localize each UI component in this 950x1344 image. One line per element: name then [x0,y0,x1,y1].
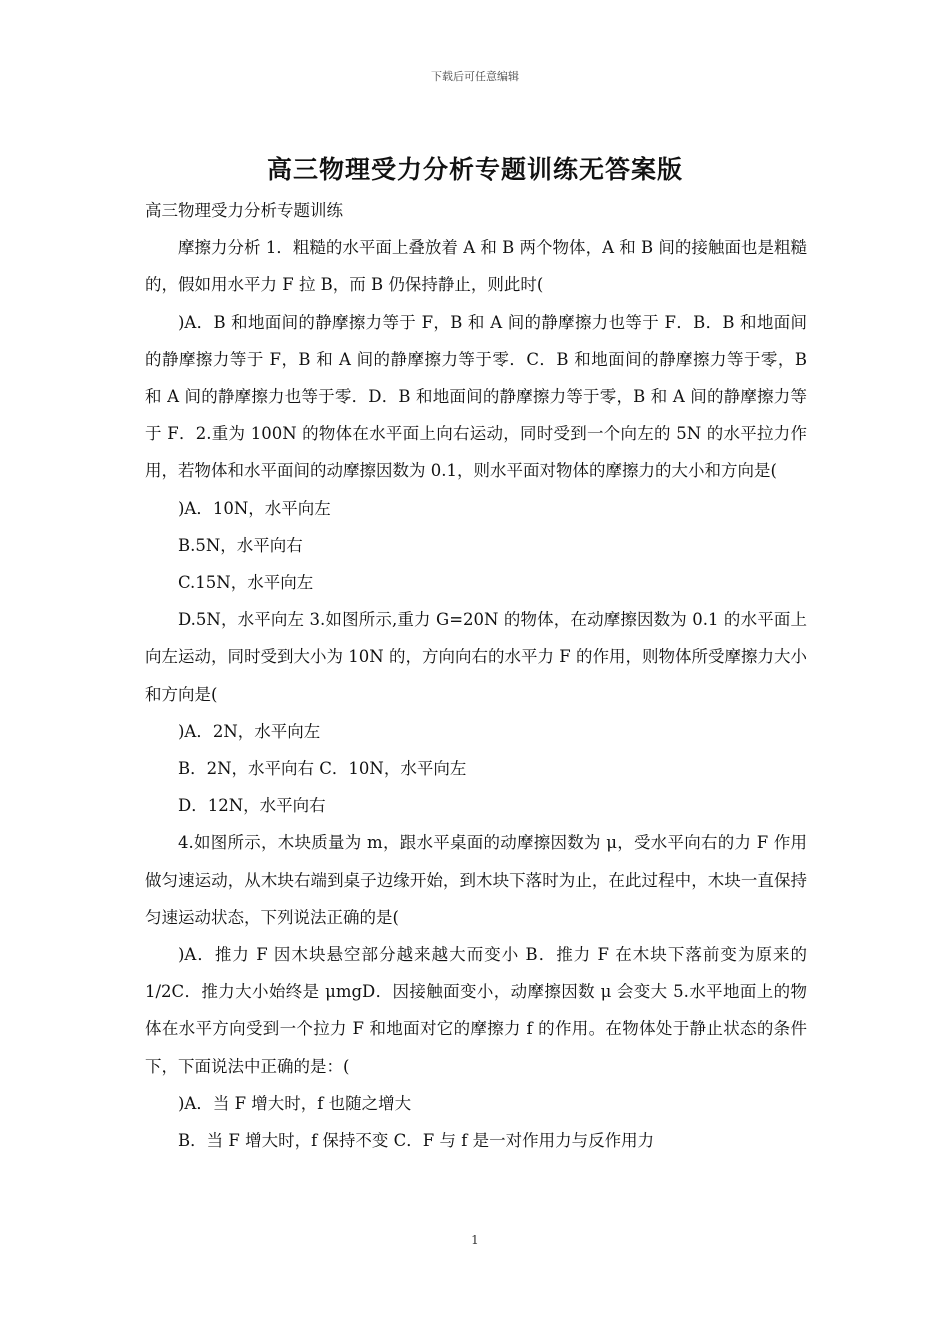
paragraph: )A．当 F 增大时，f 也随之增大 [178,1093,412,1113]
document-body [145,192,807,1159]
paragraph: 4.如图所示，木块质量为 m，跟水平桌面的动摩擦因数为 μ，受水平向右的力 F 作用做匀速运动，从木块右端到桌子边缘开始，到木块下落时为止，在此过程中，木块一直保持匀速运动状态，下列说法正确的是( [145,833,807,927]
document-title: 高三物理受力分析专题训练无答案版 [266,155,683,184]
paragraph: B．2N，水平向右 C．10N，水平向左 [178,759,467,779]
paragraph: )A．B 和地面间的静摩擦力等于 F，B 和 A 间的静摩擦力也等于 F．B．B 和地面间的静摩擦力等于 F，B 和 A 间的静摩擦力等于零．C．B 和地面间的静摩擦力等于零，B 和 A 间的静摩擦力也等于零．D．B 和地面间的静摩擦力等于零，B 和 A 间的静摩擦力等于 F．2.重为 100N 的物体在水平面上向右运动，同时受到一个向左的 5N 的水平拉力作用，若物体和水平面间的动摩擦因数为 0.1，则水平面对物体的摩擦力的大小和方向是( [145,312,807,481]
page-number: 1 [471,1233,479,1247]
paragraph: 摩擦力分析 1．粗糙的水平面上叠放着 A 和 B 两个物体，A 和 B 间的接触面也是粗糙的，假如用水平力 F 拉 B，而 B 仍保持静止，则此时( [145,238,807,295]
section-heading: 高三物理受力分析专题训练 [145,201,343,220]
paragraph: )A．推力 F 因木块悬空部分越来越大而变小 B．推力 F 在木块下落前变为原来的 1/2C．推力大小始终是 μmgD．因接触面变小，动摩擦因数 μ 会变大 5.水平地面上的物体在水平方向受到一个拉力 F 和地面对它的摩擦力 f 的作用。在物体处于静止状态的条件下，下面说法中正确的是：( [145,945,807,1076]
paragraph: )A．10N，水平向左 [178,498,331,518]
page-header: 下载后可任意编辑 [431,70,519,83]
paragraph: C.15N，水平向左 [178,573,314,593]
paragraph: D．12N，水平向右 [178,796,326,816]
paragraph: )A．2N，水平向左 [178,721,321,741]
paragraph: B.5N，水平向右 [178,535,303,555]
paragraph: D.5N，水平向左 3.如图所示,重力 G=20N 的物体，在动摩擦因数为 0.1 的水平面上向左运动，同时受到大小为 10N 的，方向向右的水平力 F 的作用，则物体所受摩擦力大小和方向是( [145,610,807,704]
paragraph: B．当 F 增大时，f 保持不变 C．F 与 f 是一对作用力与反作用力 [178,1131,655,1151]
